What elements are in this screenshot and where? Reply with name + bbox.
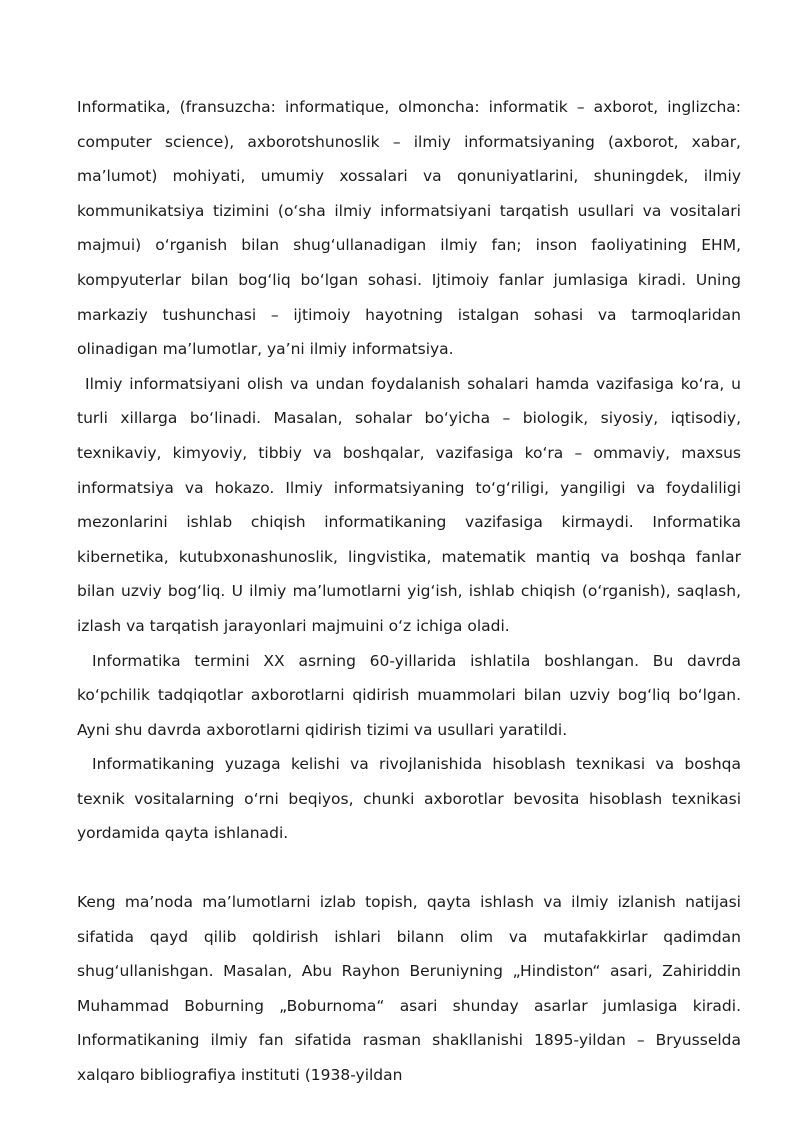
paragraph-term-history: Informatika termini XX asrning 60-yillarida ishlatila boshlangan. Bu davrda ko‘pchilik tadqiqotlar axborotlarni qidirish muammolari bilan uzviy bog‘liq bo‘lgan. Ayni shu davrda axborotlarni qidirish tizimi va usullari yaratildi. xyxy=(77,651,741,739)
paragraph-spacer xyxy=(77,851,741,885)
paragraph-computing-role: Informatikaning yuzaga kelishi va rivojlanishida hisoblash texnikasi va boshqa texnik vositalarning o‘rni beqiyos, chunki axborotlar bevosita hisoblash texnikasi yordamida qayta ishlanadi. xyxy=(77,755,741,843)
document-body xyxy=(77,90,741,1093)
paragraph-definition: Informatika, (fransuzcha: informatique, olmoncha: informatik – axborot, inglizcha: computer science), axborotshunoslik – ilmiy informatsiyaning (axborot, xabar, ma’lumot) mohiyati, umumiy xossalari va qonuniyatlarini, shuningdek, ilmiy kommunikatsiya tizimini (o‘sha ilmiy informatsiyani tarqatish usullari va vositalari majmui) o‘rganish bilan shug‘ullanadigan ilmiy fan; inson faoliyatining EHM, kompyuterlar bilan bog‘liq bo‘lgan sohasi. Ijtimoiy fanlar jumlasiga kiradi. Uning markaziy tushunchasi – ijtimoiy hayotning istalgan sohasi va tarmoqlaridan olinadigan ma’lumotlar, ya’ni ilmiy informatsiya. xyxy=(77,98,741,359)
paragraph-broad-meaning: Keng ma’noda ma’lumotlarni izlab topish, qayta ishlash va ilmiy izlanish natijasi sifatida qayd qilib qoldirish ishlari bilann olim va mutafakkirlar qadimdan shug‘ullanishgan. Masalan, Abu Rayhon Beruniyning „Hindiston“ asari, Zahiriddin Muhammad Boburning „Boburnoma“ asari shunday asarlar jumlasiga kiradi. Informatikaning ilmiy fan sifatida rasman shakllanishi 1895-yildan – Bryusselda xalqaro bibliografiya instituti (1938-yildan xyxy=(77,893,741,1085)
paragraph-classification: Ilmiy informatsiyani olish va undan foydalanish sohalari hamda vazifasiga ko‘ra, u turli xillarga bo‘linadi. Masalan, sohalar bo‘yicha – biologik, siyosiy, iqtisodiy, texnikaviy, kimyoviy, tibbiy va boshqalar, vazifasiga ko‘ra – ommaviy, maxsus informatsiya va hokazo. Ilmiy informatsiyaning to‘g‘riligi, yangiligi va foydaliligi mezonlarini ishlab chiqish informatikaning vazifasiga kirmaydi. Informatika kibernetika, kutubxonashunoslik, lingvistika, matematik mantiq va boshqa fanlar bilan uzviy bog‘liq. U ilmiy ma’lumotlarni yig‘ish, ishlab chiqish (o‘rganish), saqlash, izlash va tarqatish jarayonlari majmuini o‘z ichiga oladi. xyxy=(77,374,741,635)
